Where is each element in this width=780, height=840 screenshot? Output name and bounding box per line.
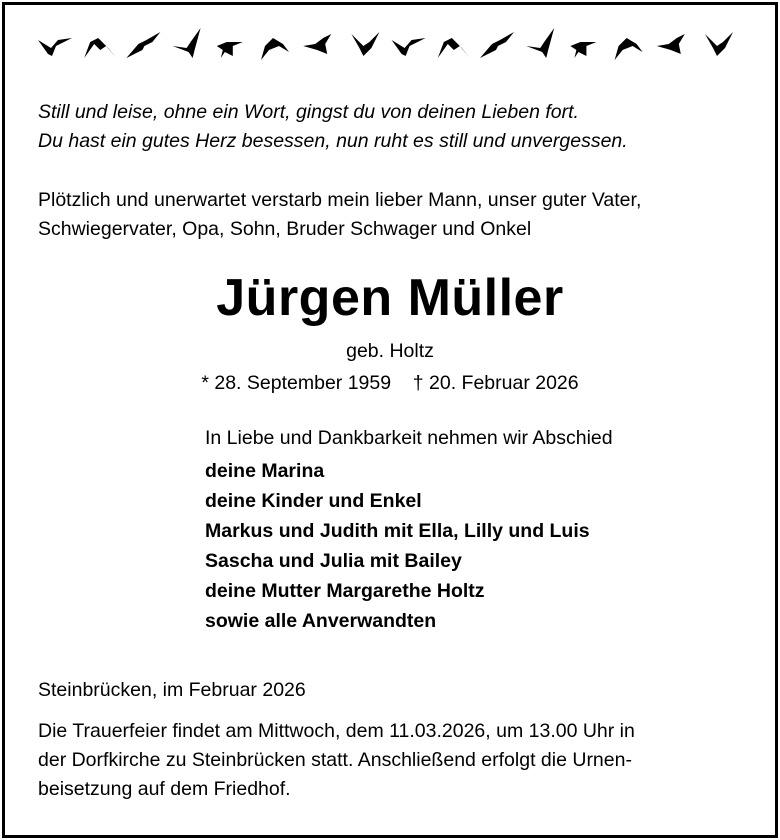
bird-icon [526, 28, 554, 58]
poem-line-2: Du hast ein gutes Herz besessen, nun ruht es still und unvergessen. [38, 130, 628, 152]
bird-icon [392, 38, 426, 56]
mourner-line: deine Kinder und Enkel [205, 490, 422, 512]
bird-icon [303, 34, 331, 54]
notice-border [2, 2, 778, 838]
bird-icon [705, 32, 733, 56]
bird-icon [84, 38, 116, 58]
mourner-line: Sascha und Julia mit Bailey [205, 550, 462, 572]
bird-icon [570, 42, 596, 58]
funeral-line-2: der Dorfkirche zu Steinbrücken statt. Anschließend erfolgt die Urnen- [38, 749, 632, 771]
farewell-text: In Liebe und Dankbarkeit nehmen wir Abschied [205, 427, 613, 449]
mourner-line: deine Mutter Margarethe Holtz [205, 580, 485, 602]
bird-icon [217, 42, 243, 58]
bird-icon [173, 28, 201, 58]
funeral-line-1: Die Trauerfeier findet am Mittwoch, dem 11.03.2026, um 13.00 Uhr in [38, 720, 635, 742]
birth-name: geb. Holtz [346, 340, 434, 362]
bird-icon [657, 34, 685, 54]
intro-line-2: Schwiegervater, Opa, Sohn, Bruder Schwager und Onkel [38, 218, 532, 240]
place-date: Steinbrücken, im Februar 2026 [38, 679, 306, 701]
birth-date: * 28. September 1959 [201, 372, 392, 394]
deceased-name: Jürgen Müller [216, 269, 564, 327]
bird-icon [38, 38, 72, 56]
mourner-line: Markus und Judith mit Ella, Lilly und Luis [205, 520, 590, 542]
birds-ornament-icon [38, 24, 743, 66]
bird-icon [351, 32, 379, 56]
bird-icon [438, 38, 470, 58]
bird-icon [480, 32, 514, 58]
intro-line-1: Plötzlich und unerwartet verstarb mein lieber Mann, unser guter Vater, [38, 189, 642, 211]
death-date: † 20. Februar 2026 [412, 372, 579, 394]
bird-icon [615, 38, 643, 60]
mourner-line: sowie alle Anverwandten [205, 610, 437, 632]
life-dates [0, 371, 780, 395]
bird-icon [126, 32, 160, 58]
poem-line-1: Still und leise, ohne ein Wort, gingst du von deinen Lieben fort. [38, 101, 579, 123]
funeral-line-3: beisetzung auf dem Friedhof. [38, 778, 291, 800]
bird-icon [261, 38, 289, 60]
mourner-line: deine Marina [205, 460, 325, 482]
